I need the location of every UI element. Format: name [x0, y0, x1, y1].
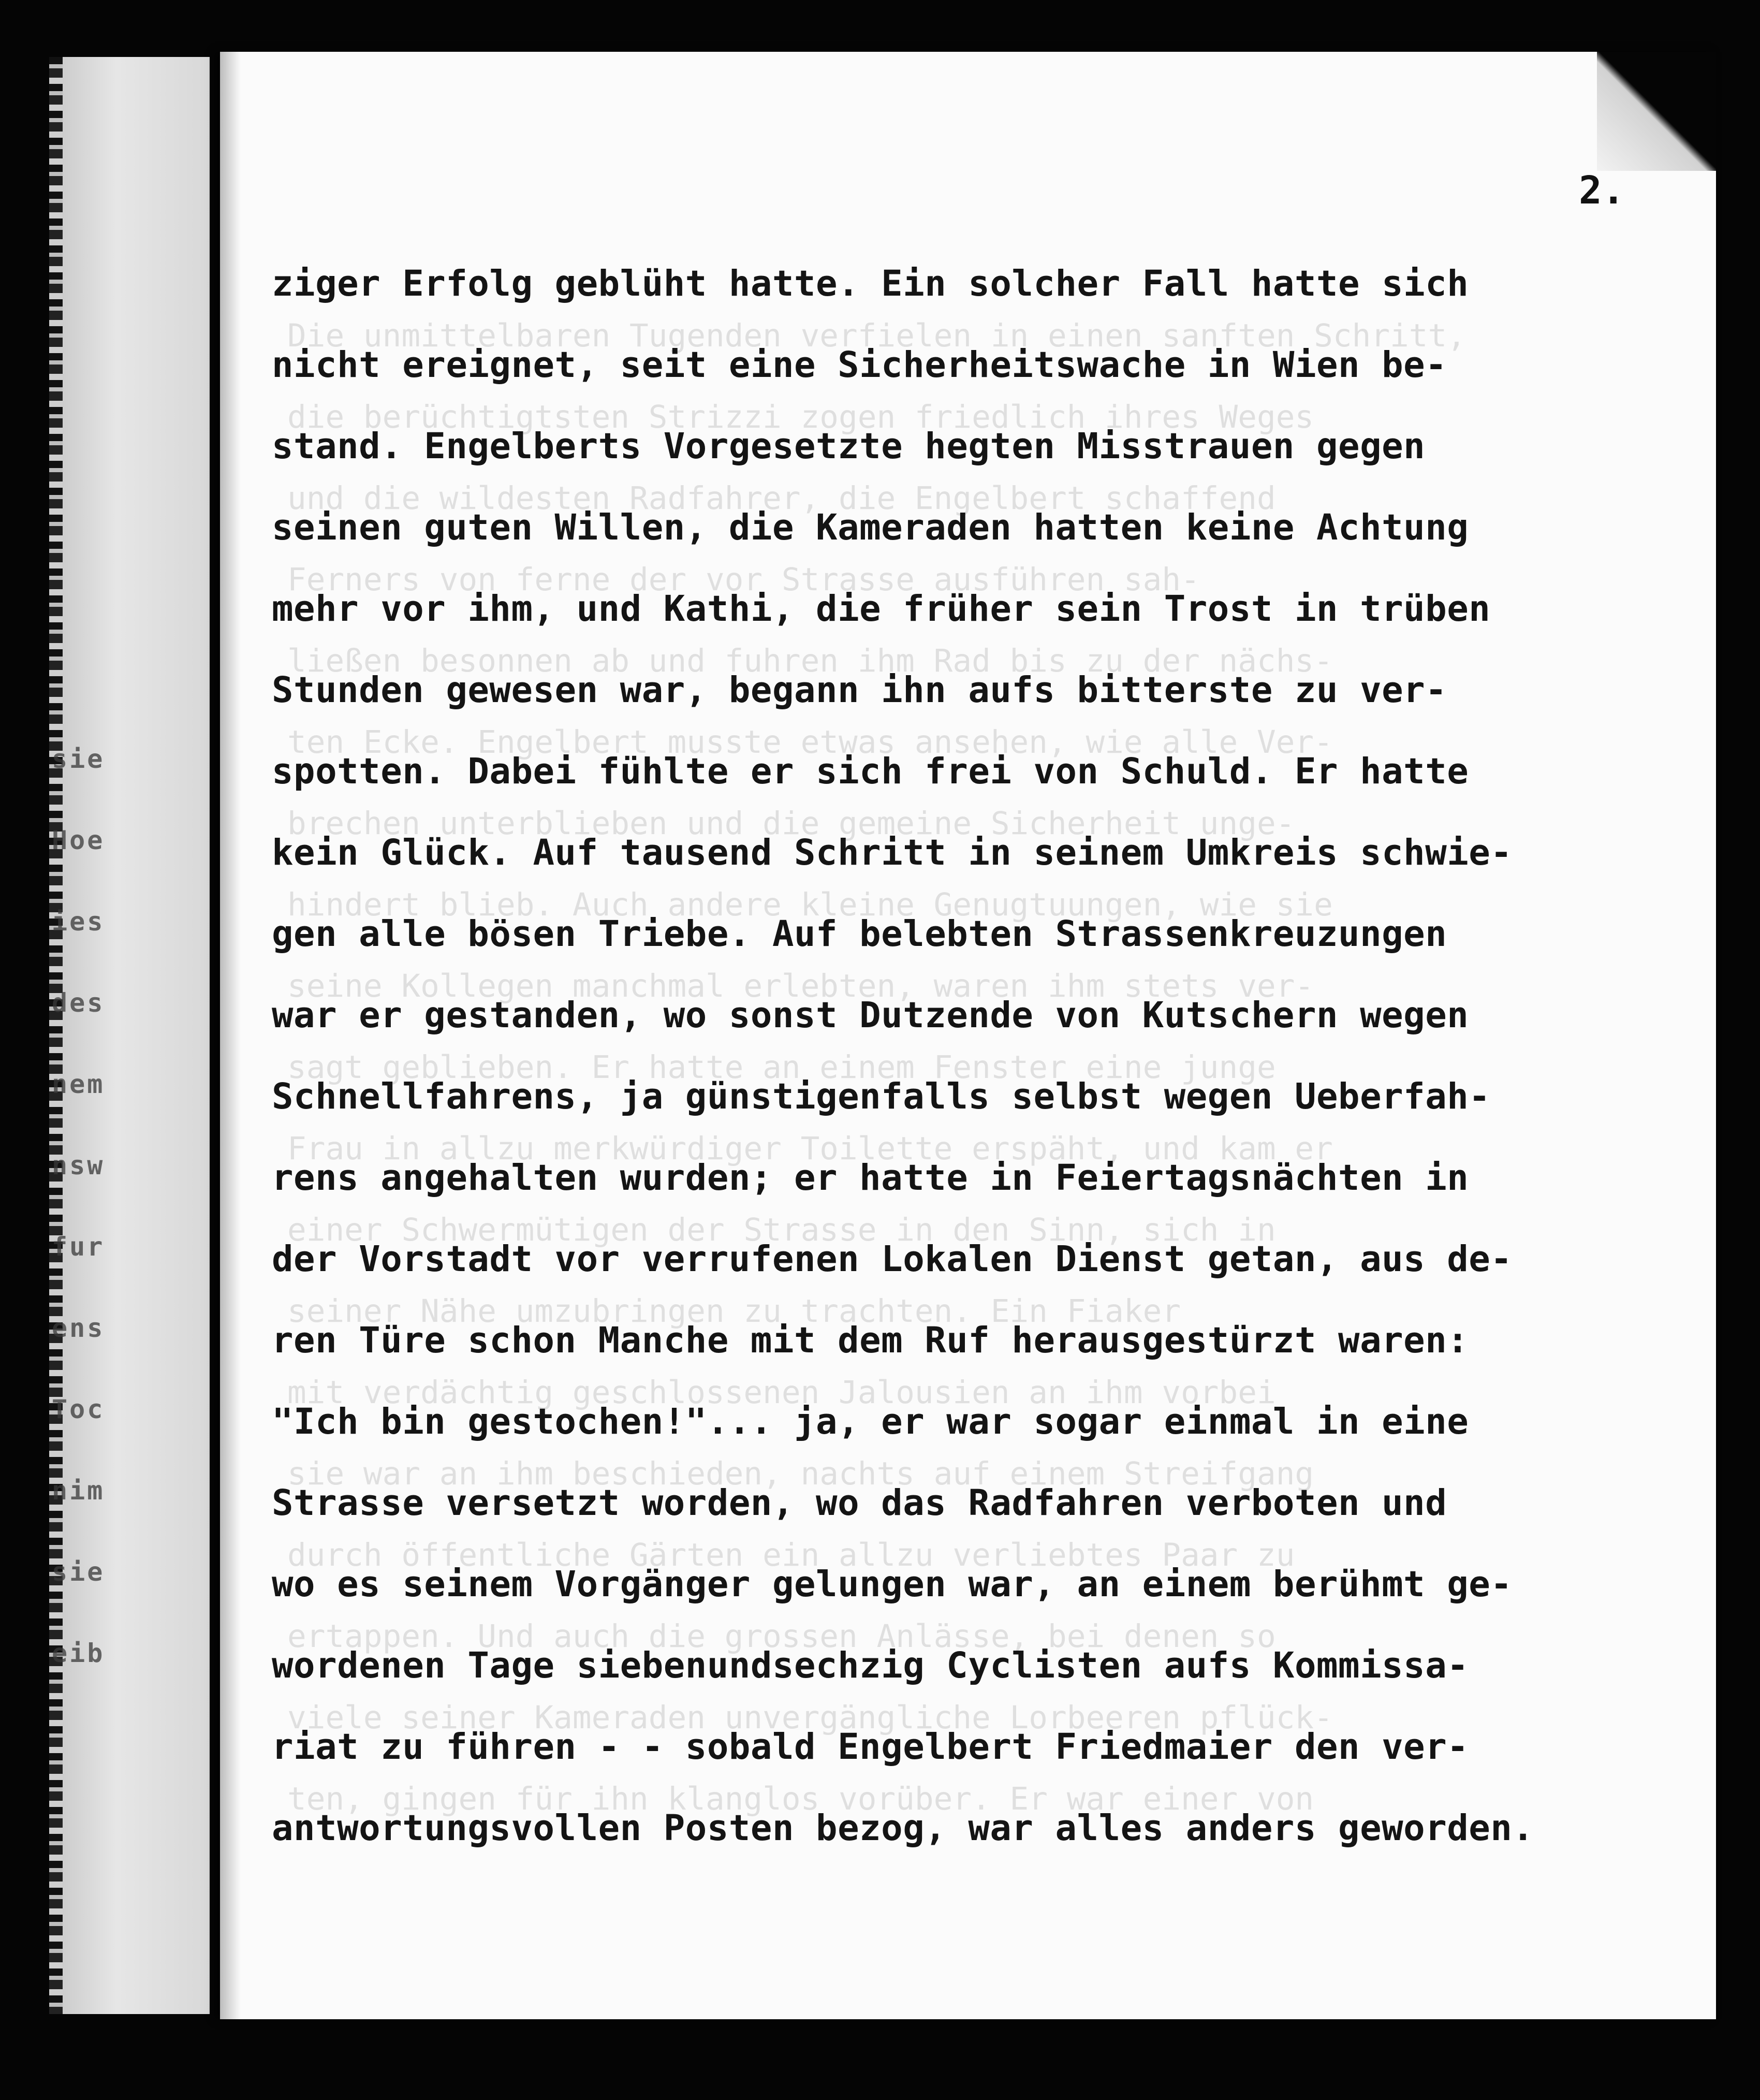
underlying-fragment: nim	[52, 1476, 105, 1506]
text-line: antwortungsvollen Posten bezog, war alles anders geworden.	[272, 1807, 1534, 1849]
bleed-through-line: Ferners von ferne der vor Strasse ausführen sah-	[287, 561, 1200, 598]
bleed-through-line: seine Kollegen manchmal erlebten, waren ihm stets ver-	[287, 968, 1314, 1004]
underlying-fragment: des	[52, 988, 105, 1018]
page-edge-shadow	[220, 52, 241, 2019]
underlying-fragment: nem	[52, 1069, 105, 1099]
bleed-through-line: Frau in allzu merkwürdiger Toilette erspäht, und kam er	[287, 1130, 1333, 1167]
text-line: Strasse versetzt worden, wo das Radfahren verboten und	[272, 1482, 1447, 1524]
bleed-through-line: ten Ecke. Engelbert musste etwas ansehen, wie alle Ver-	[287, 724, 1333, 761]
text-line: der Vorstadt vor verrufenen Lokalen Dienst getan, aus de-	[272, 1238, 1513, 1280]
underlying-fragment: ies	[52, 907, 105, 937]
text-line: "Ich bin gestochen!"... ja, er war sogar einmal in eine	[272, 1401, 1469, 1442]
text-line: Stunden gewesen war, begann ihn aufs bitterste zu ver-	[272, 669, 1447, 711]
underlying-fragment: eib	[52, 1638, 105, 1668]
bleed-through-line: mit verdächtig geschlossenen Jalousien an ihm vorbei	[287, 1374, 1276, 1411]
underlying-fragment: Toc	[52, 1394, 105, 1424]
text-line: wo es seinem Vorgänger gelungen war, an einem berühmt ge-	[272, 1564, 1513, 1605]
text-line: seinen guten Willen, die Kameraden hatten keine Achtung	[272, 507, 1469, 548]
underlying-fragment: Hoe	[52, 825, 105, 855]
bleed-through-line: seiner Nähe umzubringen zu trachten. Ein Fiaker	[287, 1293, 1181, 1330]
text-line: mehr vor ihm, und Kathi, die früher sein Trost in trüben	[272, 588, 1491, 630]
underlying-page-text	[52, 719, 140, 1694]
bleed-through-line: Die unmittelbaren Tugenden verfielen in einen sanften Schritt,	[287, 317, 1466, 354]
page-number: 2.	[1579, 168, 1625, 213]
bleed-through-line: durch öffentliche Gärten ein allzu verliebtes Paar zu	[287, 1537, 1295, 1573]
bleed-through-line: die berüchtigtsten Strizzi zogen friedlich ihres Weges	[287, 399, 1314, 435]
text-line: spotten. Dabei fühlte er sich frei von Schuld. Er hatte	[272, 751, 1469, 792]
typewritten-body	[272, 243, 1680, 1869]
bleed-through-line: ließen besonnen ab und fuhren ihm Rad bis zu der nächs-	[287, 643, 1333, 679]
text-line: stand. Engelberts Vorgesetzte hegten Misstrauen gegen	[272, 426, 1426, 467]
text-line: wordenen Tage siebenundsechzig Cyclisten aufs Kommissa-	[272, 1645, 1469, 1686]
underlying-fragment: fur	[52, 1232, 105, 1262]
text-line: gen alle bösen Triebe. Auf belebten Strassenkreuzungen	[272, 913, 1447, 955]
text-line: riat zu führen - - sobald Engelbert Friedmaier den ver-	[272, 1726, 1469, 1768]
text-line: Schnellfahrens, ja günstigenfalls selbst wegen Ueberfah-	[272, 1076, 1491, 1117]
underlying-fragment: nsw	[52, 1150, 105, 1180]
text-line: nicht ereignet, seit eine Sicherheitswache in Wien be-	[272, 344, 1447, 386]
underlying-fragment: ens	[52, 1313, 105, 1343]
bleed-through-line: ten, gingen für ihn klanglos vorüber. Er war einer von	[287, 1781, 1314, 1817]
bleed-through-line: sie war an ihm beschieden, nachts auf einem Streifgang	[287, 1455, 1314, 1492]
bleed-through-line: und die wildesten Radfahrer, die Engelbert schaffend	[287, 480, 1276, 517]
text-line: war er gestanden, wo sonst Dutzende von Kutschern wegen	[272, 995, 1469, 1036]
bleed-through-line: sagt geblieben. Er hatte an einem Fenster eine junge	[287, 1049, 1276, 1086]
text-line: ziger Erfolg geblüht hatte. Ein solcher Fall hatte sich	[272, 263, 1469, 304]
bleed-through-line: ertappen. Und auch die grossen Anlässe, bei denen so	[287, 1618, 1276, 1655]
text-line: rens angehalten wurden; er hatte in Feiertagsnächten in	[272, 1157, 1469, 1199]
bleed-through-line: hindert blieb. Auch andere kleine Genugtuungen, wie sie	[287, 886, 1333, 923]
bleed-through-line: viele seiner Kameraden unvergängliche Lorbeeren pflück-	[287, 1699, 1333, 1736]
folded-corner	[1597, 52, 1716, 171]
bleed-through-line: einer Schwermütigen der Strasse in den Sinn, sich in	[287, 1212, 1276, 1248]
underlying-fragment: sie	[52, 744, 105, 774]
text-line: kein Glück. Auf tausend Schritt in seinem Umkreis schwie-	[272, 832, 1513, 873]
text-line: ren Türe schon Manche mit dem Ruf herausgestürzt waren:	[272, 1320, 1469, 1361]
underlying-fragment: sie	[52, 1557, 105, 1587]
bleed-through-line: brechen unterblieben und die gemeine Sicherheit unge-	[287, 805, 1295, 842]
